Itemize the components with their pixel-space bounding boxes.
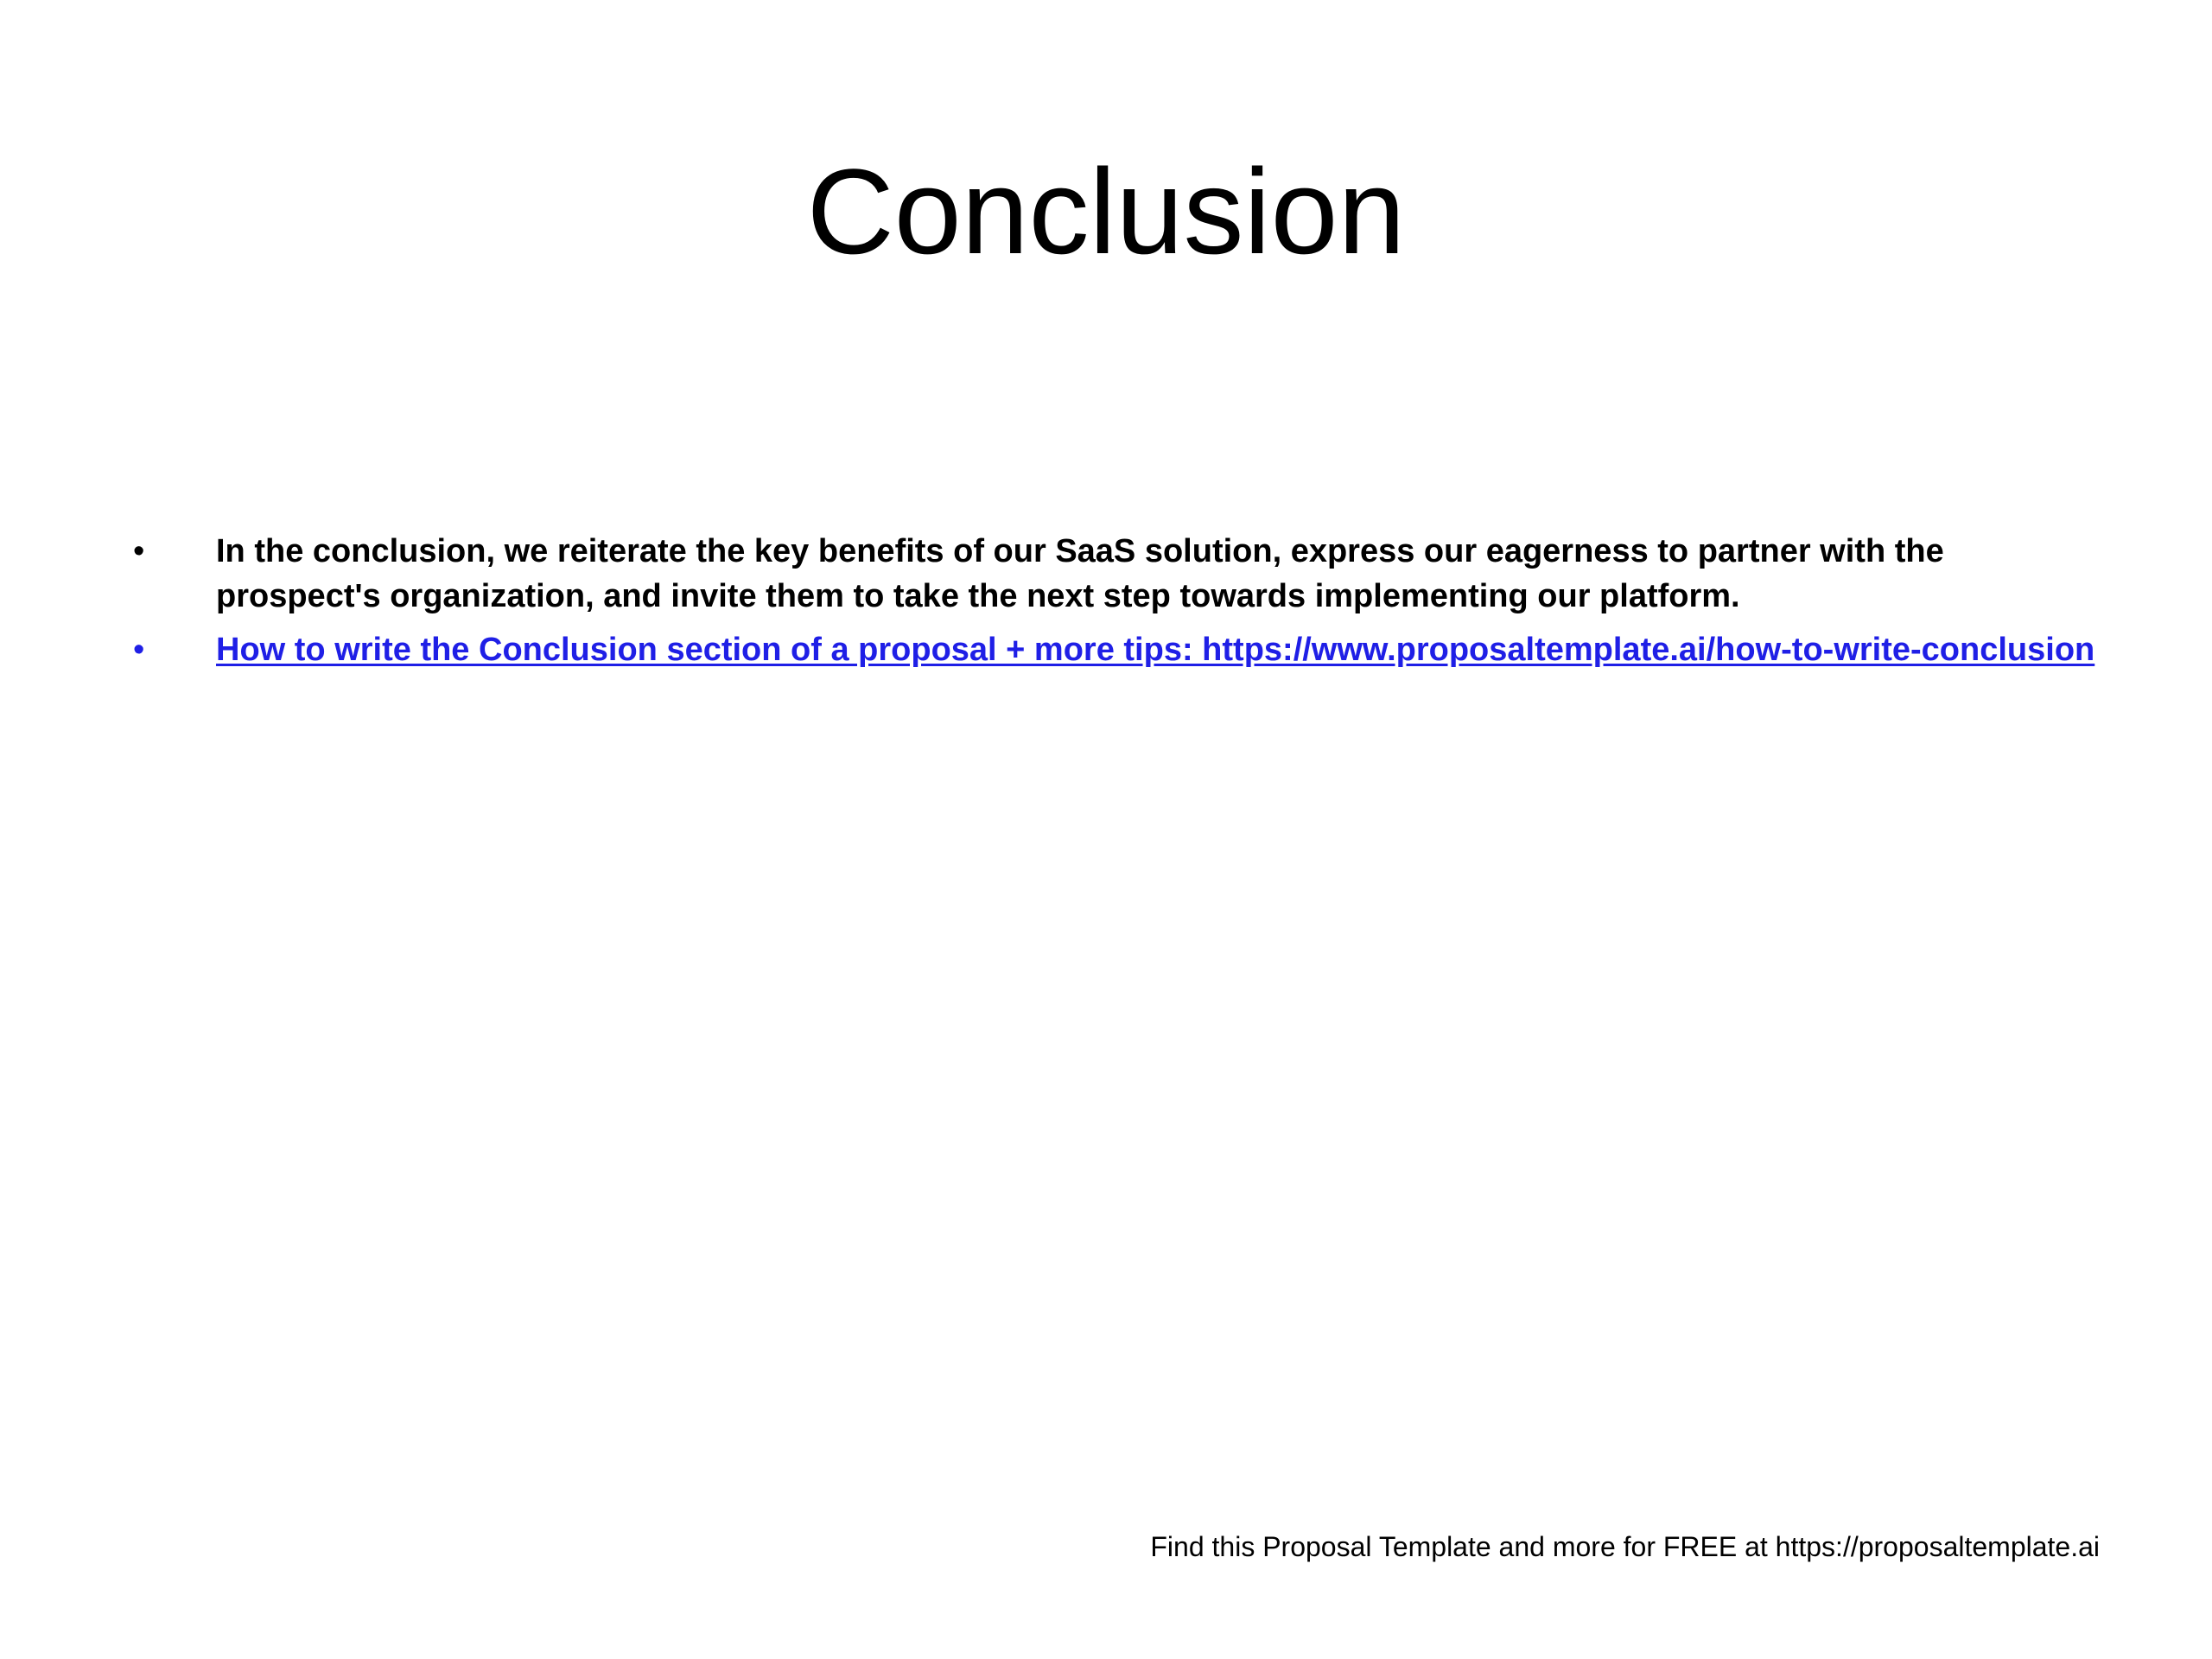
bullet-icon: • bbox=[133, 632, 145, 668]
conclusion-tips-link[interactable]: How to write the Conclusion section of a proposal + more tips: https://www.proposaltemplate.ai/how-to-write-conclusion bbox=[216, 632, 2095, 668]
bullet-item-link bbox=[130, 627, 2108, 672]
footer-note: Find this Proposal Template and more for FREE at https://proposaltemplate.ai bbox=[1150, 1531, 2100, 1562]
bullet-item-summary bbox=[130, 529, 2108, 619]
bullet-text: In the conclusion, we reiterate the key benefits of our SaaS solution, express our eagerness to partner with the prospect's organization, and invite them to take the next step towards implementing our platform. bbox=[216, 533, 1944, 614]
slide-title: Conclusion bbox=[806, 143, 1406, 279]
bullet-icon: • bbox=[133, 533, 145, 569]
bullet-list bbox=[130, 529, 2108, 681]
